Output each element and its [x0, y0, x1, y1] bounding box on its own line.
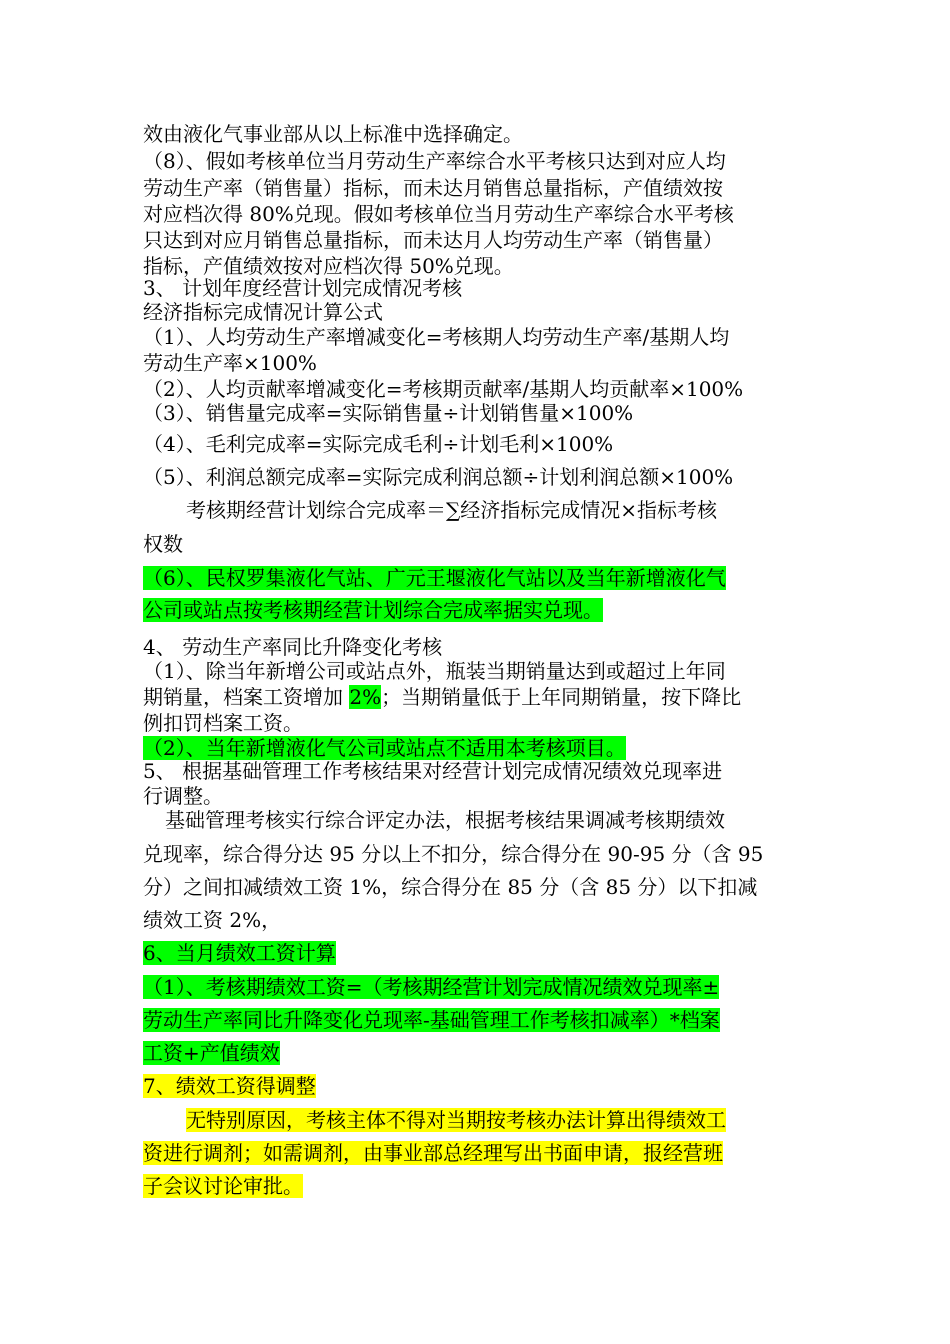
highlighted-line: [186, 1107, 726, 1133]
highlighted-line: [143, 565, 726, 591]
text-line: 指标，产值绩效按对应档次得 50%兑现。: [143, 254, 514, 278]
formula-line: （1）、人均劳动生产率增减变化=考核期人均劳动生产率/基期人均: [143, 325, 730, 349]
highlighted-line: [143, 1140, 723, 1166]
highlighted-line: [143, 940, 336, 966]
text-line: 绩效工资 2%，: [143, 908, 282, 932]
highlighted-line: [143, 1173, 303, 1199]
text-line: [143, 684, 741, 710]
text-line: 只达到对应月销售总量指标，而未达月人均劳动生产率（销售量）: [143, 228, 723, 252]
highlight-green: （1）、考核期绩效工资=（考核期经营计划完成情况绩效兑现率±: [143, 975, 720, 999]
text-line: 例扣罚档案工资。: [143, 711, 303, 735]
highlight-yellow: 资进行调剂；如需调剂，由事业部总经理写出书面申请，报经营班: [143, 1141, 723, 1165]
highlighted-line: [143, 1073, 316, 1099]
highlight-green: 6、当月绩效工资计算: [143, 941, 336, 965]
text-line: 分）之间扣减绩效工资 1%，综合得分在 85 分（含 85 分）以下扣减: [143, 875, 758, 899]
formula-line: （4）、毛利完成率=实际完成毛利÷计划毛利×100%: [143, 432, 614, 456]
text-line: 基础管理考核实行综合评定办法，根据考核结果调减考核期绩效: [165, 808, 725, 832]
text-fragment: ；当期销量低于上年同期销量，按下降比: [381, 685, 742, 709]
text-line: 兑现率，综合得分达 95 分以上不扣分，综合得分在 90-95 分（含 95: [143, 842, 764, 866]
highlight-green: 2%: [349, 685, 382, 709]
text-line: 劳动生产率（销售量）指标，而未达月销售总量指标，产值绩效按: [143, 176, 723, 200]
highlight-green: （6）、民权罗集液化气站、广元王堰液化气站以及当年新增液化气: [143, 566, 726, 590]
subsection-heading: 经济指标完成情况计算公式: [143, 300, 383, 324]
text-line: （8）、假如考核单位当月劳动生产率综合水平考核只达到对应人均: [143, 149, 726, 173]
highlight-yellow: 7、绩效工资得调整: [143, 1074, 316, 1098]
highlighted-line: [143, 1040, 280, 1066]
text-line: 行调整。: [143, 784, 223, 808]
highlighted-line: [143, 974, 719, 1000]
highlighted-line: [143, 597, 603, 623]
text-line: 对应档次得 80%兑现。假如考核单位当月劳动生产率综合水平考核: [143, 202, 734, 226]
formula-line: （3）、销售量完成率=实际销售量÷计划销售量×100%: [143, 401, 634, 425]
highlight-green: 公司或站点按考核期经营计划综合完成率据实兑现。: [143, 598, 603, 622]
highlight-yellow: 无特别原因，考核主体不得对当期按考核办法计算出得绩效工: [186, 1108, 726, 1132]
highlight-yellow: 子会议讨论审批。: [143, 1174, 303, 1198]
highlighted-line: [143, 1007, 720, 1033]
highlight-green: （2）、当年新增液化气公司或站点不适用本考核项目。: [143, 736, 626, 760]
text-line: 权数: [143, 532, 183, 556]
text-line: 考核期经营计划综合完成率＝∑经济指标完成情况×指标考核: [186, 498, 718, 522]
formula-line: （2）、人均贡献率增减变化=考核期贡献率/基期人均贡献率×100%: [143, 377, 744, 401]
highlight-green: 劳动生产率同比升降变化兑现率-基础管理工作考核扣减率）*档案: [143, 1008, 720, 1032]
text-line: （1）、除当年新增公司或站点外，瓶装当期销量达到或超过上年同: [143, 659, 726, 683]
section-heading: 5、 根据基础管理工作考核结果对经营计划完成情况绩效兑现率进: [143, 759, 723, 783]
formula-line: （5）、利润总额完成率=实际完成利润总额÷计划利润总额×100%: [143, 465, 734, 489]
formula-line: 劳动生产率×100%: [143, 351, 317, 375]
section-heading: 4、 劳动生产率同比升降变化考核: [143, 635, 443, 659]
text-fragment: 期销量，档案工资增加: [143, 685, 350, 709]
highlight-green: 工资+产值绩效: [143, 1041, 280, 1065]
text-line: 效由液化气事业部从以上标准中选择确定。: [143, 122, 523, 146]
section-heading: 3、 计划年度经营计划完成情况考核: [143, 276, 463, 300]
